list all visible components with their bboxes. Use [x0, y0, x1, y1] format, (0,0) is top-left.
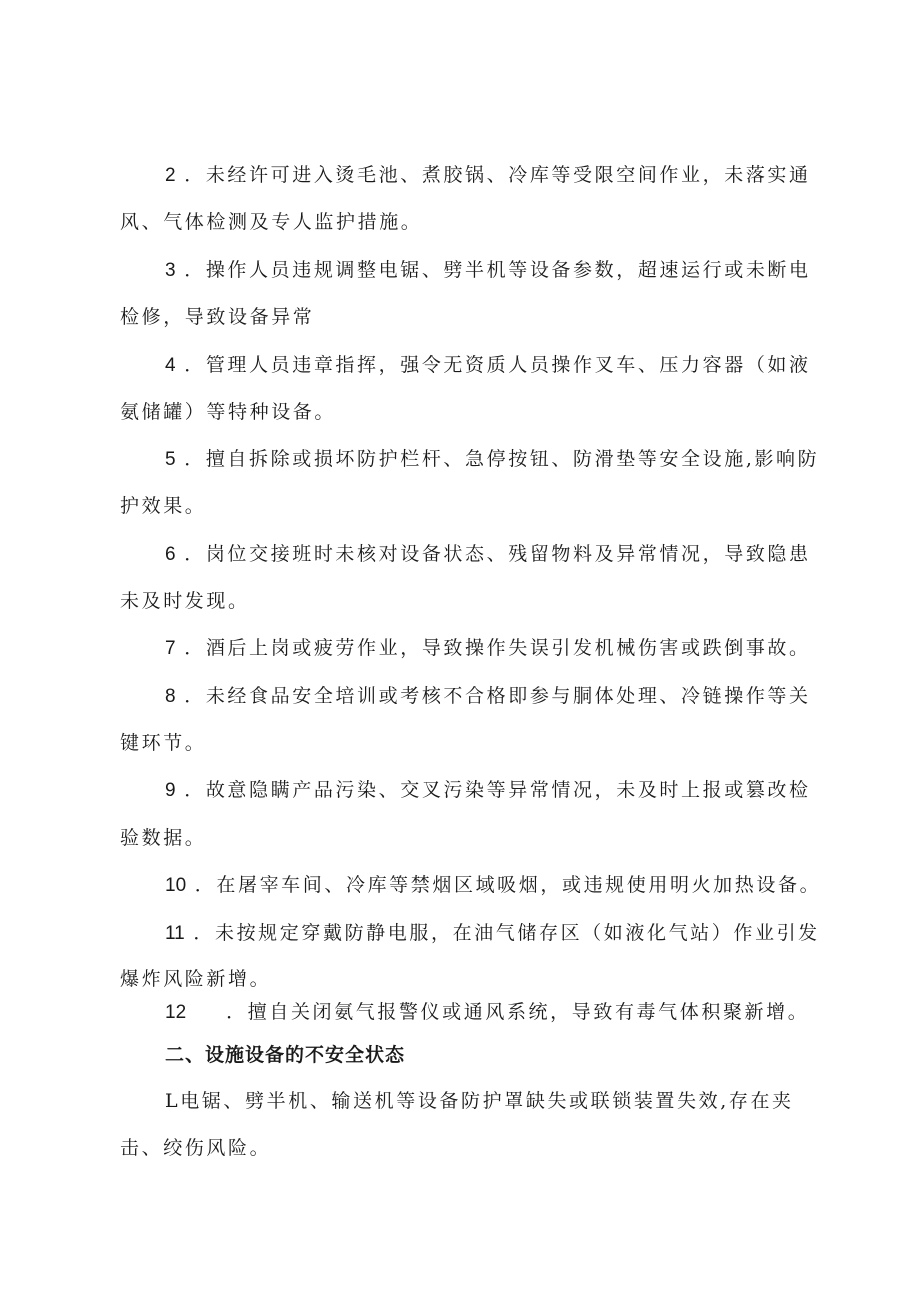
item-2-line-1 — [165, 163, 811, 188]
item-number: 3 — [165, 260, 176, 281]
item-text: ．故意隐瞒产品污染、交叉污染等异常情况，未及时上报或篡改检 — [184, 779, 811, 801]
item-6-line-2: 未及时发现。 — [120, 590, 250, 612]
item-4-line-1 — [165, 353, 811, 378]
section-item-1-line-1: L电锯、劈半机、输送机等设备防护罩缺失或联锁装置失效,存在夹 — [165, 1090, 794, 1112]
item-text: ．管理人员违章指挥，强令无资质人员操作叉车、压力容器（如液 — [184, 354, 811, 376]
item-11-line-2: 爆炸风险新增。 — [120, 968, 272, 990]
item-6-line-1 — [165, 542, 811, 567]
item-number: 12 — [165, 1002, 187, 1023]
item-12-line-1 — [165, 1000, 809, 1025]
item-3-line-1 — [165, 258, 811, 283]
item-3-line-2: 检修，导致设备异常 — [120, 306, 315, 328]
item-5-line-2: 护效果。 — [120, 495, 207, 517]
item-text: ．岗位交接班时未核对设备状态、残留物料及异常情况，导致隐患 — [184, 543, 811, 565]
item-number: 11 — [165, 923, 185, 944]
item-number: 4 — [165, 355, 176, 376]
item-4-line-2: 氨储罐）等特种设备。 — [120, 401, 337, 423]
item-text: ．酒后上岗或疲劳作业，导致操作失误引发机械伤害或跌倒事故。 — [184, 637, 811, 659]
item-11-line-1 — [165, 921, 820, 946]
item-number: 8 — [165, 686, 176, 707]
item-number: 9 — [165, 780, 176, 801]
item-number: 5 — [165, 449, 176, 470]
item-9-line-2: 验数据。 — [120, 827, 207, 849]
item-text: ．在屠宰车间、冷库等禁烟区域吸烟，或违规使用明火加热设备。 — [194, 874, 822, 896]
item-number: 7 — [165, 638, 176, 659]
item-9-line-1 — [165, 778, 811, 803]
item-8-line-1 — [165, 684, 811, 709]
item-text: ．擅自拆除或损坏防护栏杆、急停按钮、防滑垫等安全设施,影响防 — [184, 448, 820, 470]
item-5-line-1 — [165, 447, 819, 472]
section-heading: 二、设施设备的不安全状态 — [165, 1044, 406, 1066]
item-7-line-1 — [165, 636, 811, 661]
item-text: ．未按规定穿戴防静电服，在油气储存区（如液化气站）作业引发 — [193, 922, 820, 944]
item-text: ．未经食品安全培训或考核不合格即参与胴体处理、冷链操作等关 — [184, 685, 811, 707]
item-10-line-1 — [165, 873, 821, 898]
item-number: 10 — [165, 875, 187, 896]
item-number: 2 — [165, 165, 176, 186]
item-text: ．未经许可进入烫毛池、煮胶锅、冷库等受限空间作业，未落实通 — [184, 164, 811, 186]
item-2-line-2: 风、气体检测及专人监护措施。 — [120, 211, 423, 233]
item-text: ．擅自关闭氨气报警仪或通风系统，导致有毒气体积聚新增。 — [226, 1001, 810, 1023]
item-text: ．操作人员违规调整电锯、劈半机等设备参数，超速运行或未断电 — [184, 259, 811, 281]
section-item-1-line-2: 击、绞伤风险。 — [120, 1137, 272, 1159]
item-8-line-2: 键环节。 — [120, 732, 207, 754]
item-number: 6 — [165, 544, 176, 565]
